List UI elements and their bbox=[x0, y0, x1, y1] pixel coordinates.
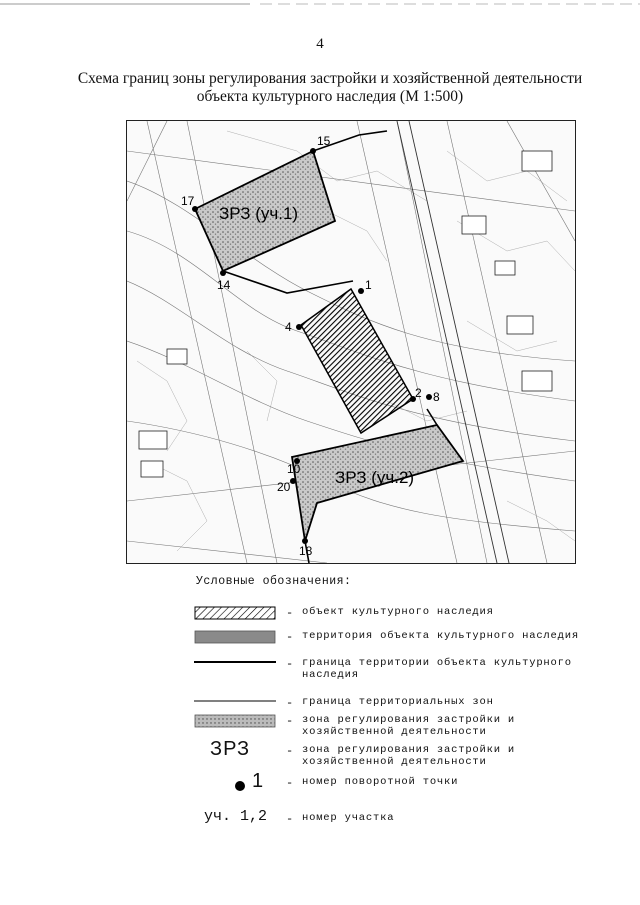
point-20-label: 20 bbox=[277, 480, 291, 494]
legend-text: граница территории объекта культурного наследия bbox=[302, 657, 572, 681]
point-15-label: 15 bbox=[317, 134, 331, 148]
point-18-label: 18 bbox=[299, 544, 313, 558]
point-14-label: 14 bbox=[217, 278, 231, 292]
top-scan-artifact bbox=[0, 2, 640, 8]
legend-dash: - bbox=[286, 812, 294, 826]
legend-dash: - bbox=[286, 696, 294, 710]
zone-2-label: ЗРЗ (уч.2) bbox=[335, 468, 415, 487]
legend-item-heritage-territory bbox=[186, 630, 586, 660]
zrz-symbol: ЗРЗ bbox=[210, 738, 251, 760]
legend-text: объект культурного наследия bbox=[302, 606, 494, 618]
legend-dash: - bbox=[286, 657, 294, 671]
legend-text: граница территориальных зон bbox=[302, 696, 494, 708]
stipple-swatch bbox=[194, 714, 276, 728]
zone-1-label: ЗРЗ (уч.1) bbox=[219, 204, 299, 223]
gray-swatch bbox=[194, 630, 276, 644]
legend-dash: - bbox=[286, 744, 294, 758]
legend-item-zone-label bbox=[186, 738, 586, 774]
legend-text: зона регулирования застройки и хозяйственной деятельности bbox=[302, 744, 516, 768]
legend-text: зона регулирования застройки и хозяйственной деятельности bbox=[302, 714, 516, 738]
point-number-symbol: 1 bbox=[252, 770, 264, 792]
heritage-object bbox=[301, 289, 413, 433]
map-drawing bbox=[127, 121, 575, 563]
legend-text: номер участка bbox=[302, 812, 395, 824]
legend-item-turning-point bbox=[186, 770, 586, 806]
point-4-label: 4 bbox=[285, 320, 292, 334]
cadastral-map bbox=[126, 120, 576, 564]
legend-dash: - bbox=[286, 714, 294, 728]
point-dot-icon bbox=[234, 780, 246, 792]
legend-text: номер поворотной точки bbox=[302, 776, 459, 788]
road bbox=[397, 121, 509, 563]
plot-number-symbol: уч. 1,2 bbox=[204, 808, 268, 825]
legend-caption: Условные обозначения: bbox=[196, 575, 352, 588]
point-17-label: 17 bbox=[181, 194, 195, 208]
page-title: Схема границ зоны регулирования застройки и хозяйственной деятельности объекта культурного наследия (М 1:500) bbox=[77, 70, 583, 105]
legend-text: территория объекта культурного наследия bbox=[302, 630, 579, 642]
point-8-label: 8 bbox=[433, 390, 440, 404]
legend-dash: - bbox=[286, 630, 294, 644]
legend-item-plot-number bbox=[186, 808, 586, 842]
point-10-label: 10 bbox=[287, 462, 301, 476]
thin-line-swatch bbox=[194, 696, 276, 706]
legend-item-territory-boundary bbox=[186, 657, 586, 687]
hatch-swatch bbox=[194, 606, 276, 620]
thick-line-swatch bbox=[194, 657, 276, 667]
point-1-label: 1 bbox=[365, 278, 372, 292]
legend-dash: - bbox=[286, 606, 294, 620]
point-2-label: 2 bbox=[415, 386, 422, 400]
legend-dash: - bbox=[286, 776, 294, 790]
page-number: 4 bbox=[316, 36, 324, 52]
